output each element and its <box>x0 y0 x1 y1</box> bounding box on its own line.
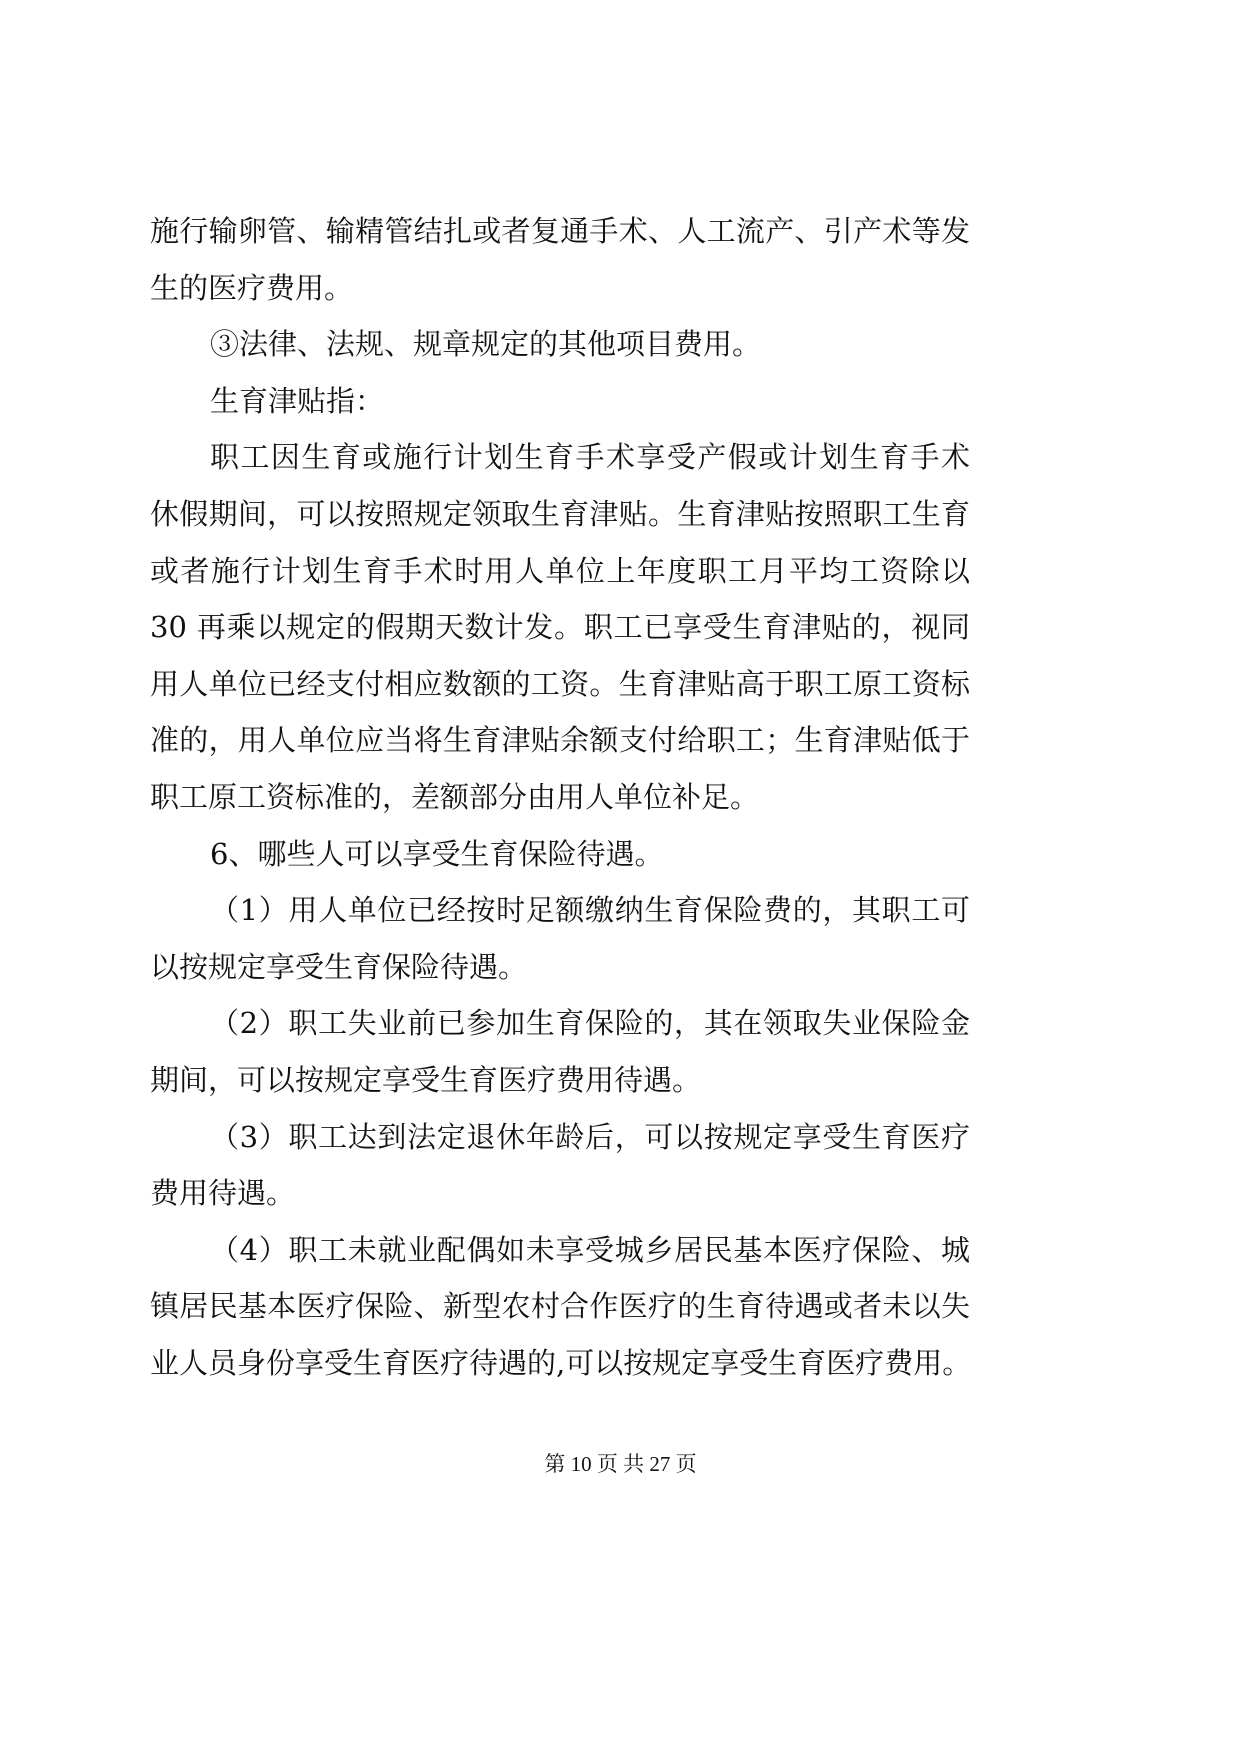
text-line: ③法律、法规、规章规定的其他项目费用。 <box>210 327 762 362</box>
text-line: 准的，用人单位应当将生育津贴余额支付给职工；生育津贴低于 <box>150 723 970 758</box>
paragraph <box>150 211 970 324</box>
paragraph <box>150 437 970 833</box>
text-line: 或者施行计划生育手术时用人单位上年度职工月平均工资除以 <box>150 553 970 588</box>
paragraph <box>150 1003 970 1116</box>
text-line: （2）职工失业前已参加生育保险的，其在领取失业保险金 <box>210 1006 970 1041</box>
paragraph <box>150 1230 970 1400</box>
text-line: 职工原工资标准的，差额部分由用人单位补足。 <box>150 779 760 814</box>
text-line: 施行输卵管、输精管结扎或者复通手术、人工流产、引产术等发 <box>150 214 970 248</box>
text-line: 休假期间，可以按照规定领取生育津贴。生育津贴按照职工生育 <box>150 496 970 531</box>
text-line: 6、哪些人可以享受生育保险待遇。 <box>210 836 664 871</box>
text-line: 生的医疗费用。 <box>150 270 354 305</box>
text-line: 职工因生育或施行计划生育手术享受产假或计划生育手术 <box>210 440 970 475</box>
paragraph <box>150 1117 970 1230</box>
text-line: 费用待遇。 <box>150 1176 296 1211</box>
text-line: 期间，可以按规定享受生育医疗费用待遇。 <box>150 1062 702 1097</box>
text-line: 用人单位已经支付相应数额的工资。生育津贴高于职工原工资标 <box>150 666 970 701</box>
text-line: 生育津贴指： <box>210 383 385 418</box>
text-line: 业人员身份享受生育医疗待遇的,可以按规定享受生育医疗费用。 <box>150 1345 972 1380</box>
paragraph <box>150 890 970 1003</box>
text-line: （3）职工达到法定退休年龄后，可以按规定享受生育医疗 <box>210 1119 970 1154</box>
paragraph <box>150 834 970 891</box>
text-line: （1）用人单位已经按时足额缴纳生育保险费的，其职工可 <box>210 893 970 928</box>
text-line: （4）职工未就业配偶如未享受城乡居民基本医疗保险、城 <box>210 1232 970 1267</box>
paragraph <box>150 381 970 438</box>
page-number-footer: 第 10 页 共 27 页 <box>544 1452 697 1476</box>
paragraph <box>150 324 970 381</box>
text-line: 30 再乘以规定的假期天数计发。职工已享受生育津贴的，视同 <box>150 610 970 645</box>
document-body <box>150 211 970 1399</box>
text-line: 镇居民基本医疗保险、新型农村合作医疗的生育待遇或者未以失 <box>150 1289 970 1324</box>
text-line: 以按规定享受生育保险待遇。 <box>150 949 528 984</box>
